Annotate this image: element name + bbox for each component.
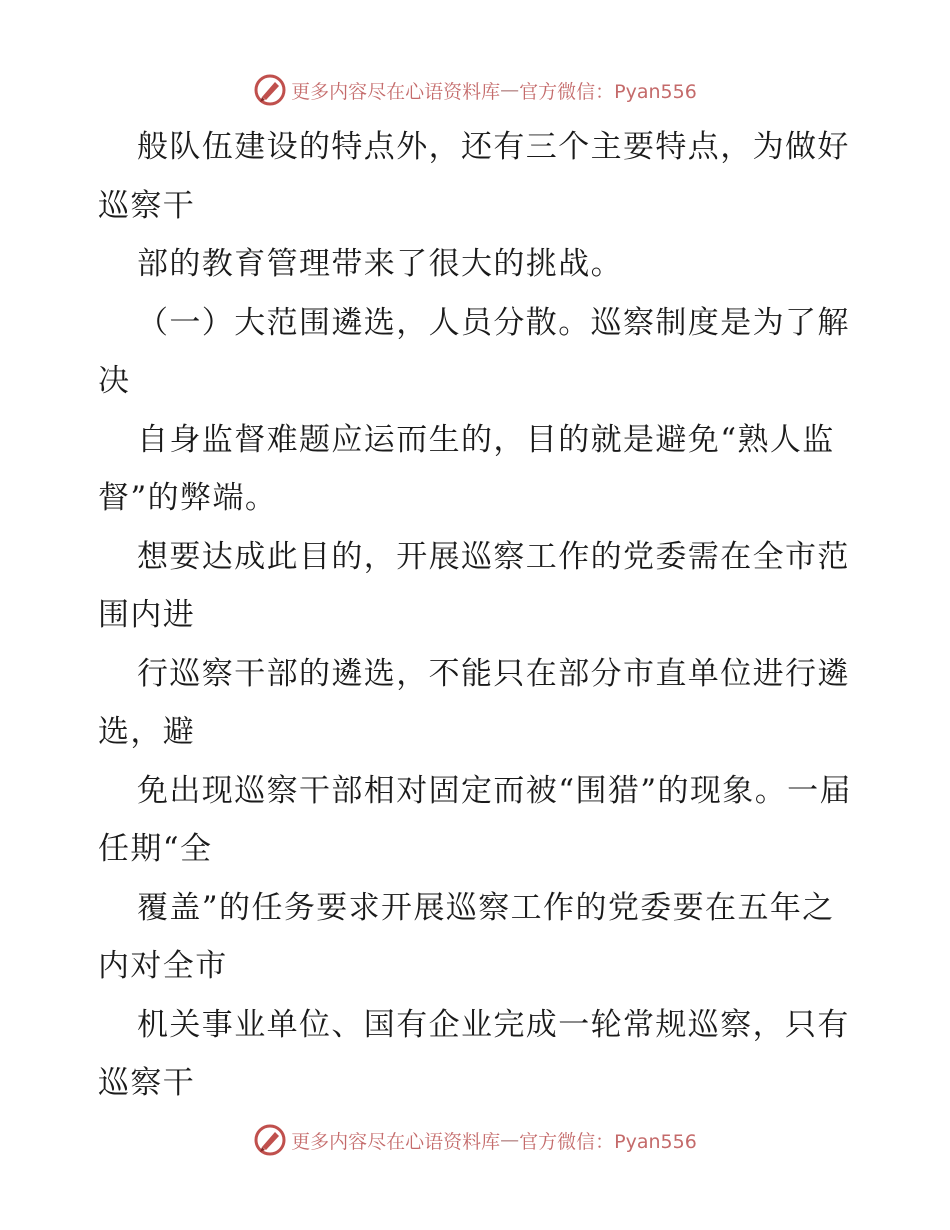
footer-wechat-text: 官方微信：Pyan556 (519, 1130, 697, 1153)
pen-logo-icon (253, 73, 287, 107)
paragraph: 想要达成此目的，开展巡察工作的党委需在全市范围内进 (98, 538, 850, 633)
paragraph: 机关事业单位、国有企业完成一轮常规巡察，只有巡察干 (98, 1006, 850, 1101)
paragraph: 行巡察干部的遴选，不能只在部分市直单位进行遴选，避 (98, 655, 850, 750)
paragraph: 般队伍建设的特点外，还有三个主要特点，为做好巡察干 (98, 129, 850, 224)
footer-brand-text: 更多内容尽在心语资料库 (291, 1130, 501, 1153)
footer-banner (0, 1120, 950, 1160)
header-banner (0, 70, 950, 110)
footer-separator: — (500, 1129, 520, 1151)
paragraph: 免出现巡察干部相对固定而被“围猎”的现象。一届任期“全 (98, 772, 852, 867)
header-wechat-text: 官方微信：Pyan556 (519, 80, 697, 103)
paragraph: （一）大范围遴选，人员分散。巡察制度是为了解决 (98, 304, 850, 399)
paragraph: 覆盖”的任务要求开展巡察工作的党委要在五年之内对全市 (98, 889, 835, 984)
header-separator: — (500, 79, 520, 101)
pen-logo-icon (253, 1123, 287, 1157)
document-body (98, 118, 858, 1113)
paragraph: 自身监督难题应运而生的，目的就是避免“熟人监督”的弊端。 (98, 421, 835, 516)
header-brand-text: 更多内容尽在心语资料库 (291, 80, 501, 103)
paragraph: 部的教育管理带来了很大的挑战。 (137, 246, 623, 282)
